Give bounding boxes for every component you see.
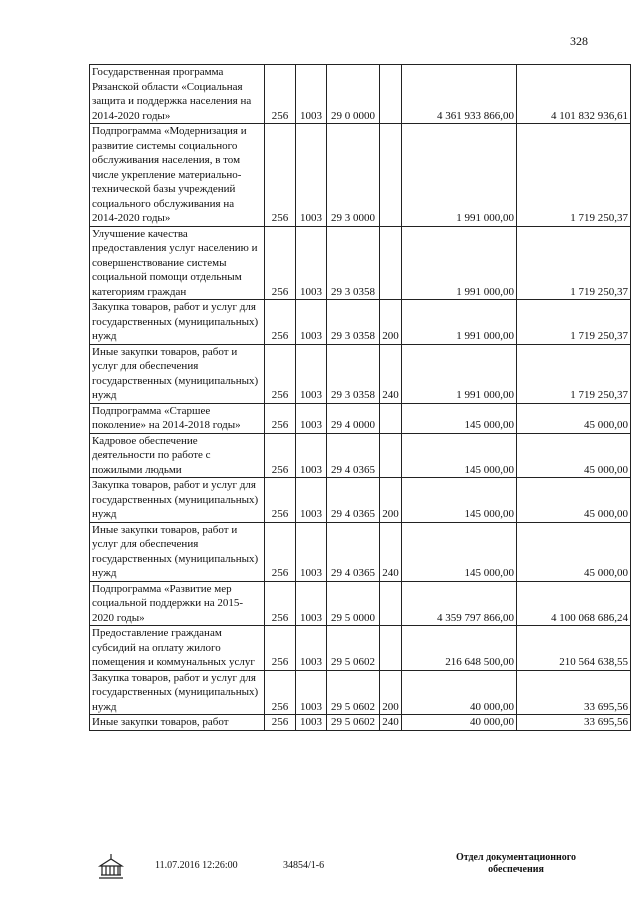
row-description: Иные закупки товаров, работ [90, 715, 265, 731]
page-footer [0, 852, 640, 892]
row-ministry-code: 256 [265, 300, 296, 345]
row-ministry-code: 256 [265, 626, 296, 671]
row-target-article: 29 5 0602 [327, 670, 380, 715]
row-plan-amount: 40 000,00 [402, 670, 517, 715]
row-actual-amount: 1 719 250,37 [517, 226, 631, 300]
row-actual-amount: 4 100 068 686,24 [517, 581, 631, 626]
row-section-code: 1003 [296, 581, 327, 626]
row-expense-type [380, 65, 402, 124]
row-plan-amount: 1 991 000,00 [402, 344, 517, 403]
row-target-article: 29 4 0365 [327, 522, 380, 581]
footer-department [436, 852, 596, 876]
row-actual-amount: 45 000,00 [517, 433, 631, 478]
row-expense-type: 200 [380, 478, 402, 523]
row-description: Подпрограмма «Развитие мер социальной поддержки на 2015-2020 годы» [90, 581, 265, 626]
footer-dept-line1: Отдел документационного [455, 852, 577, 863]
table-row [90, 522, 631, 581]
row-section-code: 1003 [296, 124, 327, 227]
row-description: Кадровое обеспечение деятельности по работе с пожилыми людьми [90, 433, 265, 478]
row-expense-type: 240 [380, 344, 402, 403]
table-row [90, 715, 631, 731]
row-section-code: 1003 [296, 403, 327, 433]
table-row [90, 226, 631, 300]
row-actual-amount: 4 101 832 936,61 [517, 65, 631, 124]
row-section-code: 1003 [296, 226, 327, 300]
row-expense-type: 200 [380, 300, 402, 345]
row-ministry-code: 256 [265, 433, 296, 478]
table-row [90, 581, 631, 626]
row-description: Улучшение качества предоставления услуг населению и совершенствование системы социальной помощи отдельным категориям граждан [90, 226, 265, 300]
budget-table [89, 64, 631, 731]
table-row [90, 626, 631, 671]
row-ministry-code: 256 [265, 478, 296, 523]
row-description: Иные закупки товаров, работ и услуг для обеспечения государственных (муниципальных) нужд [90, 344, 265, 403]
row-expense-type: 240 [380, 522, 402, 581]
footer-date: 11.07.2016 12:26:00 [155, 860, 238, 871]
row-actual-amount: 45 000,00 [517, 478, 631, 523]
row-plan-amount: 145 000,00 [402, 403, 517, 433]
row-expense-type [380, 433, 402, 478]
row-description: Иные закупки товаров, работ и услуг для обеспечения государственных (муниципальных) нужд [90, 522, 265, 581]
row-plan-amount: 40 000,00 [402, 715, 517, 731]
row-expense-type [380, 581, 402, 626]
row-ministry-code: 256 [265, 670, 296, 715]
row-ministry-code: 256 [265, 581, 296, 626]
row-target-article: 29 3 0358 [327, 344, 380, 403]
row-plan-amount: 145 000,00 [402, 433, 517, 478]
table-row [90, 478, 631, 523]
row-actual-amount: 210 564 638,55 [517, 626, 631, 671]
table-row [90, 124, 631, 227]
row-actual-amount: 1 719 250,37 [517, 124, 631, 227]
row-target-article: 29 3 0358 [327, 300, 380, 345]
row-target-article: 29 5 0000 [327, 581, 380, 626]
row-plan-amount: 216 648 500,00 [402, 626, 517, 671]
row-description: Подпрограмма «Модернизация и развитие системы социального обслуживания населения, в том числе укрепление материально-технической базы учреждений социального обслуживания на 2014-2020 годы» [90, 124, 265, 227]
row-description: Закупка товаров, работ и услуг для государственных (муниципальных) нужд [90, 670, 265, 715]
table-row [90, 300, 631, 345]
row-ministry-code: 256 [265, 715, 296, 731]
table-row [90, 65, 631, 124]
row-target-article: 29 4 0365 [327, 478, 380, 523]
row-plan-amount: 1 991 000,00 [402, 124, 517, 227]
row-ministry-code: 256 [265, 403, 296, 433]
row-section-code: 1003 [296, 433, 327, 478]
row-plan-amount: 4 361 933 866,00 [402, 65, 517, 124]
row-expense-type: 240 [380, 715, 402, 731]
row-actual-amount: 45 000,00 [517, 522, 631, 581]
row-section-code: 1003 [296, 715, 327, 731]
row-plan-amount: 145 000,00 [402, 478, 517, 523]
row-target-article: 29 0 0000 [327, 65, 380, 124]
row-actual-amount: 1 719 250,37 [517, 344, 631, 403]
row-actual-amount: 45 000,00 [517, 403, 631, 433]
footer-doc-code: 34854/1-6 [283, 860, 325, 871]
row-plan-amount: 145 000,00 [402, 522, 517, 581]
row-section-code: 1003 [296, 670, 327, 715]
row-plan-amount: 1 991 000,00 [402, 226, 517, 300]
page-number: 328 [570, 34, 588, 48]
row-description: Подпрограмма «Старшее поколение» на 2014-2018 годы» [90, 403, 265, 433]
row-description: Государственная программа Рязанской области «Социальная защита и поддержка населения на 2014-2020 годы» [90, 65, 265, 124]
row-ministry-code: 256 [265, 344, 296, 403]
footer-dept-line2: обеспечения [488, 864, 544, 875]
row-actual-amount: 1 719 250,37 [517, 300, 631, 345]
row-section-code: 1003 [296, 478, 327, 523]
table-row [90, 670, 631, 715]
row-expense-type [380, 626, 402, 671]
row-section-code: 1003 [296, 65, 327, 124]
row-ministry-code: 256 [265, 226, 296, 300]
row-section-code: 1003 [296, 626, 327, 671]
row-ministry-code: 256 [265, 65, 296, 124]
table-row [90, 433, 631, 478]
row-ministry-code: 256 [265, 522, 296, 581]
table-row [90, 344, 631, 403]
row-plan-amount: 1 991 000,00 [402, 300, 517, 345]
row-section-code: 1003 [296, 522, 327, 581]
row-actual-amount: 33 695,56 [517, 715, 631, 731]
row-plan-amount: 4 359 797 866,00 [402, 581, 517, 626]
row-expense-type [380, 226, 402, 300]
row-section-code: 1003 [296, 344, 327, 403]
row-actual-amount: 33 695,56 [517, 670, 631, 715]
row-expense-type [380, 124, 402, 227]
row-description: Закупка товаров, работ и услуг для государственных (муниципальных) нужд [90, 478, 265, 523]
table-row [90, 403, 631, 433]
duma-seal-icon [96, 852, 126, 882]
row-ministry-code: 256 [265, 124, 296, 227]
row-description: Закупка товаров, работ и услуг для государственных (муниципальных) нужд [90, 300, 265, 345]
row-section-code: 1003 [296, 300, 327, 345]
row-expense-type: 200 [380, 670, 402, 715]
row-target-article: 29 4 0000 [327, 403, 380, 433]
row-description: Предоставление гражданам субсидий на оплату жилого помещения и коммунальных услуг [90, 626, 265, 671]
row-target-article: 29 3 0358 [327, 226, 380, 300]
row-expense-type [380, 403, 402, 433]
row-target-article: 29 5 0602 [327, 715, 380, 731]
row-target-article: 29 4 0365 [327, 433, 380, 478]
row-target-article: 29 3 0000 [327, 124, 380, 227]
row-target-article: 29 5 0602 [327, 626, 380, 671]
